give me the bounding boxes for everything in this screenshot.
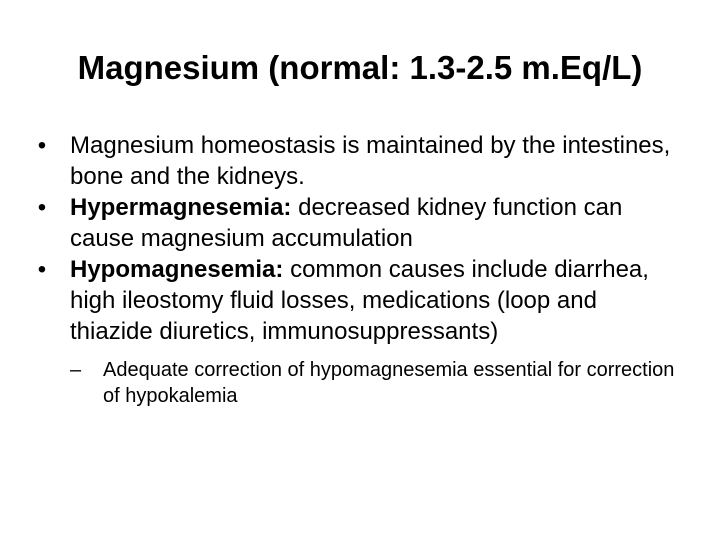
- bullet-text: decreased kidney function can cause magnesium accumulation: [70, 194, 623, 252]
- slide-title: Magnesium (normal: 1.3-2.5 m.Eq/L): [77, 49, 643, 86]
- bullet-marker: •: [37, 132, 47, 159]
- bullet-item-hypomagnesemia: [30, 254, 680, 347]
- sub-bullet-item-correction: [70, 357, 680, 409]
- sub-bullet-marker: –: [70, 359, 82, 381]
- slide-body: [30, 130, 680, 409]
- bullet-text: Magnesium homeostasis is maintained by the intestines, bone and the kidneys.: [70, 132, 671, 190]
- bullet-marker: •: [37, 194, 47, 221]
- sub-bullet-text: Adequate correction of hypomagnesemia essential for correction of hypokalemia: [103, 359, 675, 407]
- bullet-marker: •: [37, 256, 47, 283]
- bullet-lead-term: Hypermagnesemia:: [70, 194, 292, 221]
- bullet-item-hypermagnesemia: [30, 192, 680, 254]
- bullet-lead-term: Hypomagnesemia:: [70, 256, 284, 283]
- bullet-text: common causes include diarrhea, high ileostomy fluid losses, medications (loop and thiazide diuretics, immunosuppressants): [70, 256, 649, 345]
- bullet-item-homeostasis: [30, 130, 680, 192]
